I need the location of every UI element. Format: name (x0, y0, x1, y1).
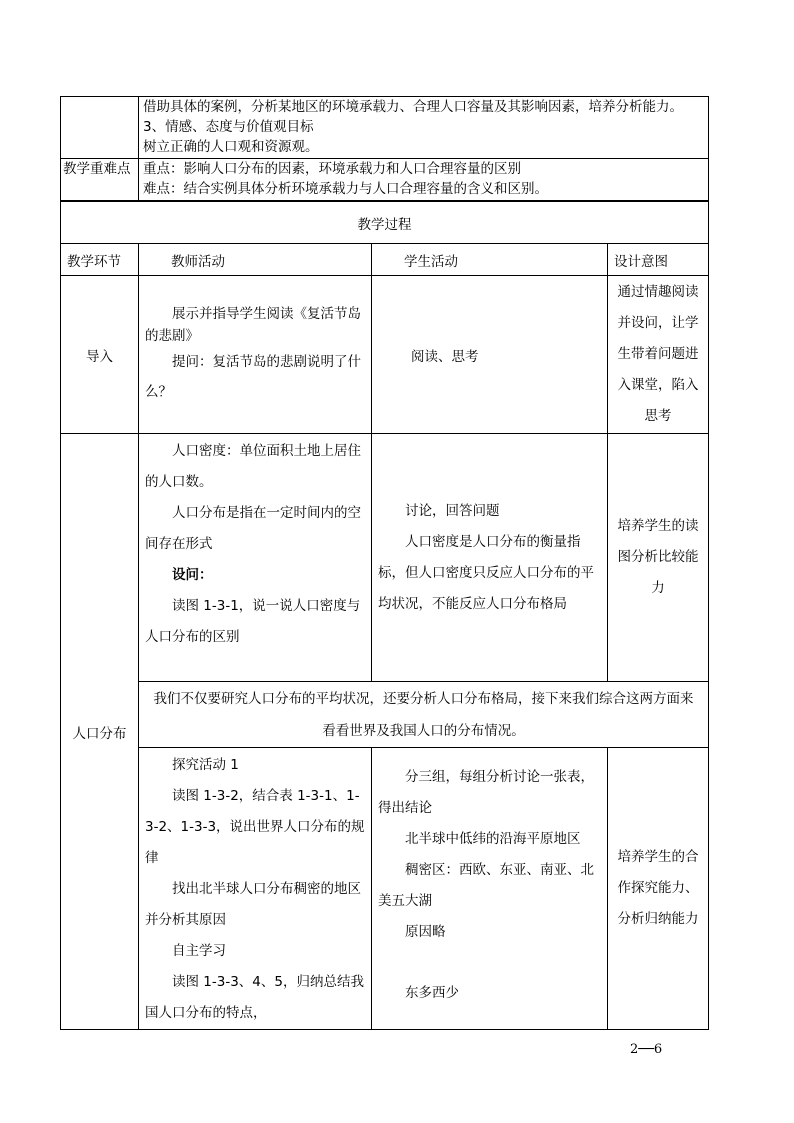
stage-renkou: 人口分布 (61, 434, 139, 1030)
daoru-teacher (139, 276, 372, 434)
renkou-student-2 (372, 748, 608, 1030)
renkou-student-1 (372, 434, 608, 682)
page-number: 2──6 (630, 1042, 663, 1057)
teacher-text: 展示并指导学生阅读《复活节岛的悲剧》 (145, 305, 361, 344)
teacher-text: 读图 1-3-2，结合表 1-3-1、1-3-2、1-3-3，说出世界人口分布的规律 (145, 788, 365, 866)
renkou-transition: 我们不仅要研究人口分布的平均状况，还要分析人口分布格局，接下来我们综合这两方面来看看世界及我国人口的分布情况。 (139, 682, 709, 748)
teacher-text: 设问： (172, 567, 213, 583)
process-title: 教学过程 (61, 202, 709, 244)
daoru-student: 阅读、思考 (372, 276, 608, 434)
teacher-text: 找出北半球人口分布稠密的地区并分析其原因 (145, 881, 361, 928)
header-stage: 教学环节 (61, 244, 139, 276)
key-points-label: 教学重难点 (61, 159, 139, 201)
renkou-teacher-1 (139, 434, 372, 682)
header-student: 学生活动 (372, 244, 608, 276)
difficulty-line: 难点：结合实例具体分析环境承载力与人口合理容量的含义和区别。 (143, 181, 548, 197)
teacher-text: 探究活动 1 (172, 757, 239, 773)
student-text: 东多西少 (405, 985, 459, 1001)
key-point-line: 重点：影响人口分布的因素，环境承载力和人口合理容量的区别 (143, 161, 521, 177)
teacher-text: 读图 1-3-1，说一说人口密度与人口分布的区别 (145, 598, 361, 645)
daoru-intent: 通过情趣阅读并设问，让学生带着问题进入课堂，陷入思考 (608, 276, 709, 434)
teacher-text: 读图 1-3-3、4、5，归纳总结我国人口分布的特点， (145, 974, 364, 1021)
header-intent: 设计意图 (608, 244, 709, 276)
renkou-intent-2: 培养学生的合作探究能力、分析归纳能力 (608, 748, 709, 1030)
empty-label-cell (61, 97, 139, 159)
student-text: 人口密度是人口分布的衡量指标，但人口密度只反应人口分布的平均状况，不能反应人口分布格局 (378, 533, 594, 612)
process-table (60, 201, 709, 1030)
renkou-intent-1: 培养学生的读图分析比较能力 (608, 434, 709, 682)
teacher-text: 人口密度：单位面积土地上居住的人口数。 (145, 443, 361, 490)
student-text: 讨论，回答问题 (405, 502, 500, 519)
key-points-cell (139, 159, 709, 201)
student-text: 分三组，每组分析讨论一张表，得出结论 (378, 769, 594, 816)
student-text: 原因略 (405, 924, 446, 940)
student-text: 稠密区：西欧、东亚、南亚、北美五大湖 (378, 862, 594, 909)
header-teacher: 教师活动 (139, 244, 372, 276)
stage-daoru: 导入 (61, 276, 139, 434)
renkou-teacher-2 (139, 748, 372, 1030)
teacher-text: 自主学习 (172, 943, 226, 959)
objectives-table (60, 96, 709, 201)
teacher-text: 人口分布是指在一定时间内的空间存在形式 (145, 505, 361, 552)
student-text: 北半球中低纬的沿海平原地区 (405, 831, 581, 847)
objectives-cell (139, 97, 709, 159)
objective-line: 3、情感、态度与价值观目标 (143, 119, 314, 135)
objective-line: 树立正确的人口观和资源观。 (143, 139, 319, 155)
teacher-text: 提问：复活节岛的悲剧说明了什么？ (145, 353, 361, 400)
objective-line: 借助具体的案例，分析某地区的环境承载力、合理人口容量及其影响因素，培养分析能力。 (143, 99, 683, 115)
